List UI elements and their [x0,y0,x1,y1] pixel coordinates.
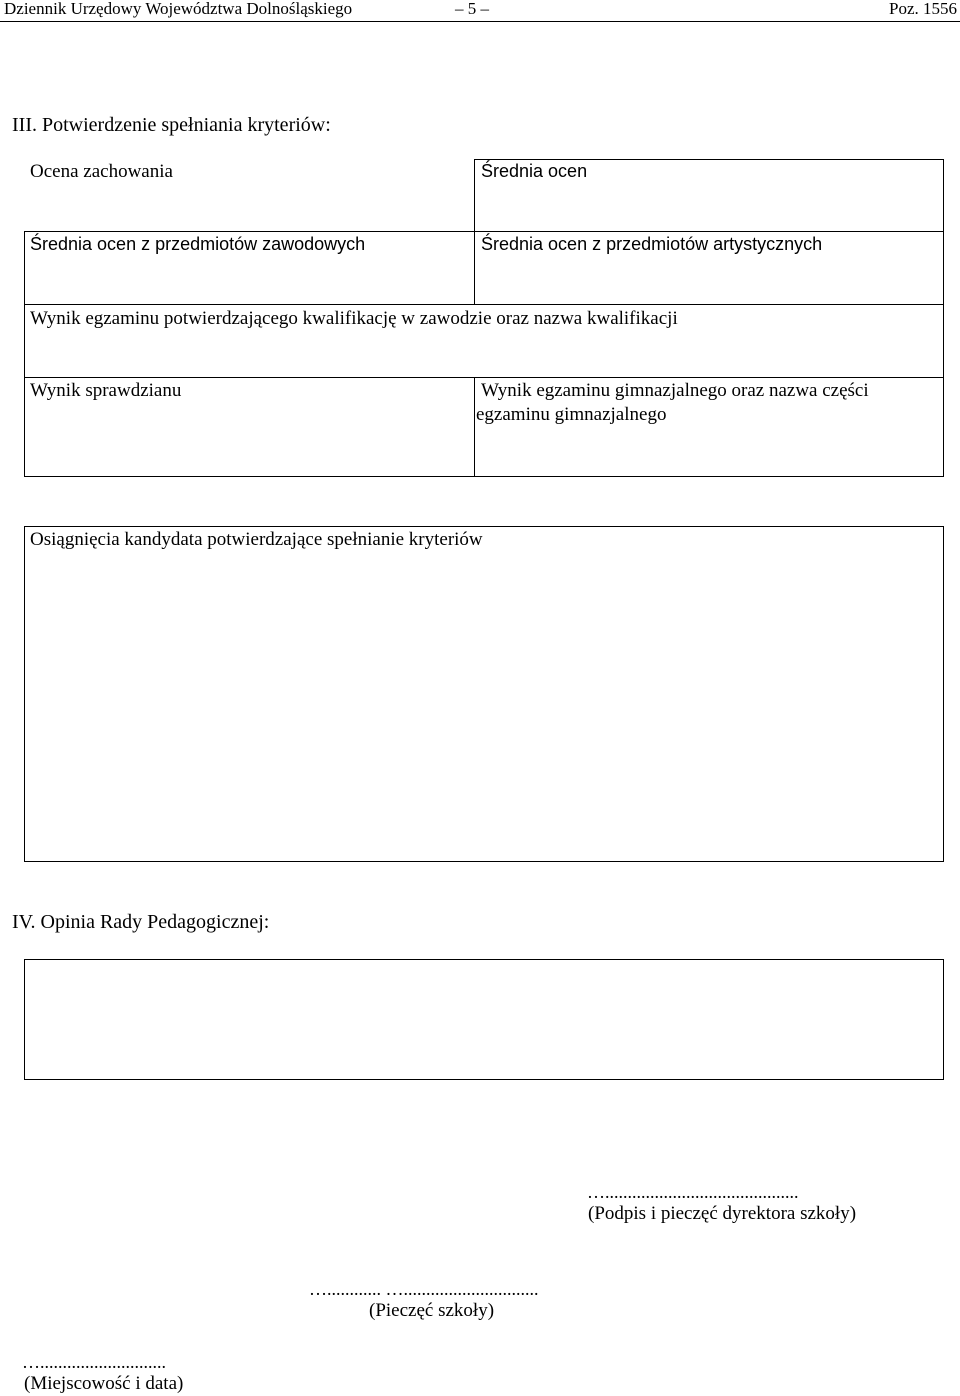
achievements-label: Osiągnięcia kandydata potwierdzające spełnianie kryteriów [30,529,483,550]
director-signature-dots: …........................................... [587,1182,799,1202]
grid-line [474,159,944,160]
achievements-box [24,526,944,862]
position-number: Poz. 1556 [889,0,957,18]
place-date-label: (Miejscowość i data) [24,1373,184,1394]
grid-line [24,231,25,477]
section-4-title: IV. Opinia Rady Pedagogicznej: [12,911,270,933]
grade-average-label: Średnia ocen [481,161,588,181]
qualification-exam-label: Wynik egzaminu potwierdzającego kwalifikację w zawodzie oraz nazwa kwalifikacji [30,308,678,329]
grid-line [24,476,944,477]
director-signature-label: (Podpis i pieczęć dyrektora szkoły) [588,1203,857,1224]
opinion-box [24,959,944,1080]
page-number: – 5 – [455,0,489,18]
header-rule [0,21,960,22]
gymnasium-exam-label-line1: Wynik egzaminu gimnazjalnego oraz nazwa części [481,380,869,401]
test-result-label: Wynik sprawdzianu [30,380,182,401]
grid-line [24,377,944,378]
grid-line [24,304,944,305]
school-stamp-dots: …............ ….............................. [309,1279,539,1299]
artistic-average-label: Średnia ocen z przedmiotów artystycznych [481,234,823,254]
grid-line [24,231,944,232]
journal-title: Dziennik Urzędowy Województwa Dolnośląskiego [4,0,353,18]
gymnasium-exam-label-line2: egzaminu gimnazjalnego [476,404,667,425]
school-stamp-label: (Pieczęć szkoły) [369,1300,495,1321]
grid-line [943,159,944,477]
vocational-average-label: Średnia ocen z przedmiotów zawodowych [30,234,366,254]
section-3-title: III. Potwierdzenie spełniania kryteriów: [12,114,331,136]
place-date-dots: …............................ [22,1352,166,1372]
behavior-grade-label: Ocena zachowania [30,161,173,182]
grid-line [474,159,475,305]
grid-line [474,377,475,477]
